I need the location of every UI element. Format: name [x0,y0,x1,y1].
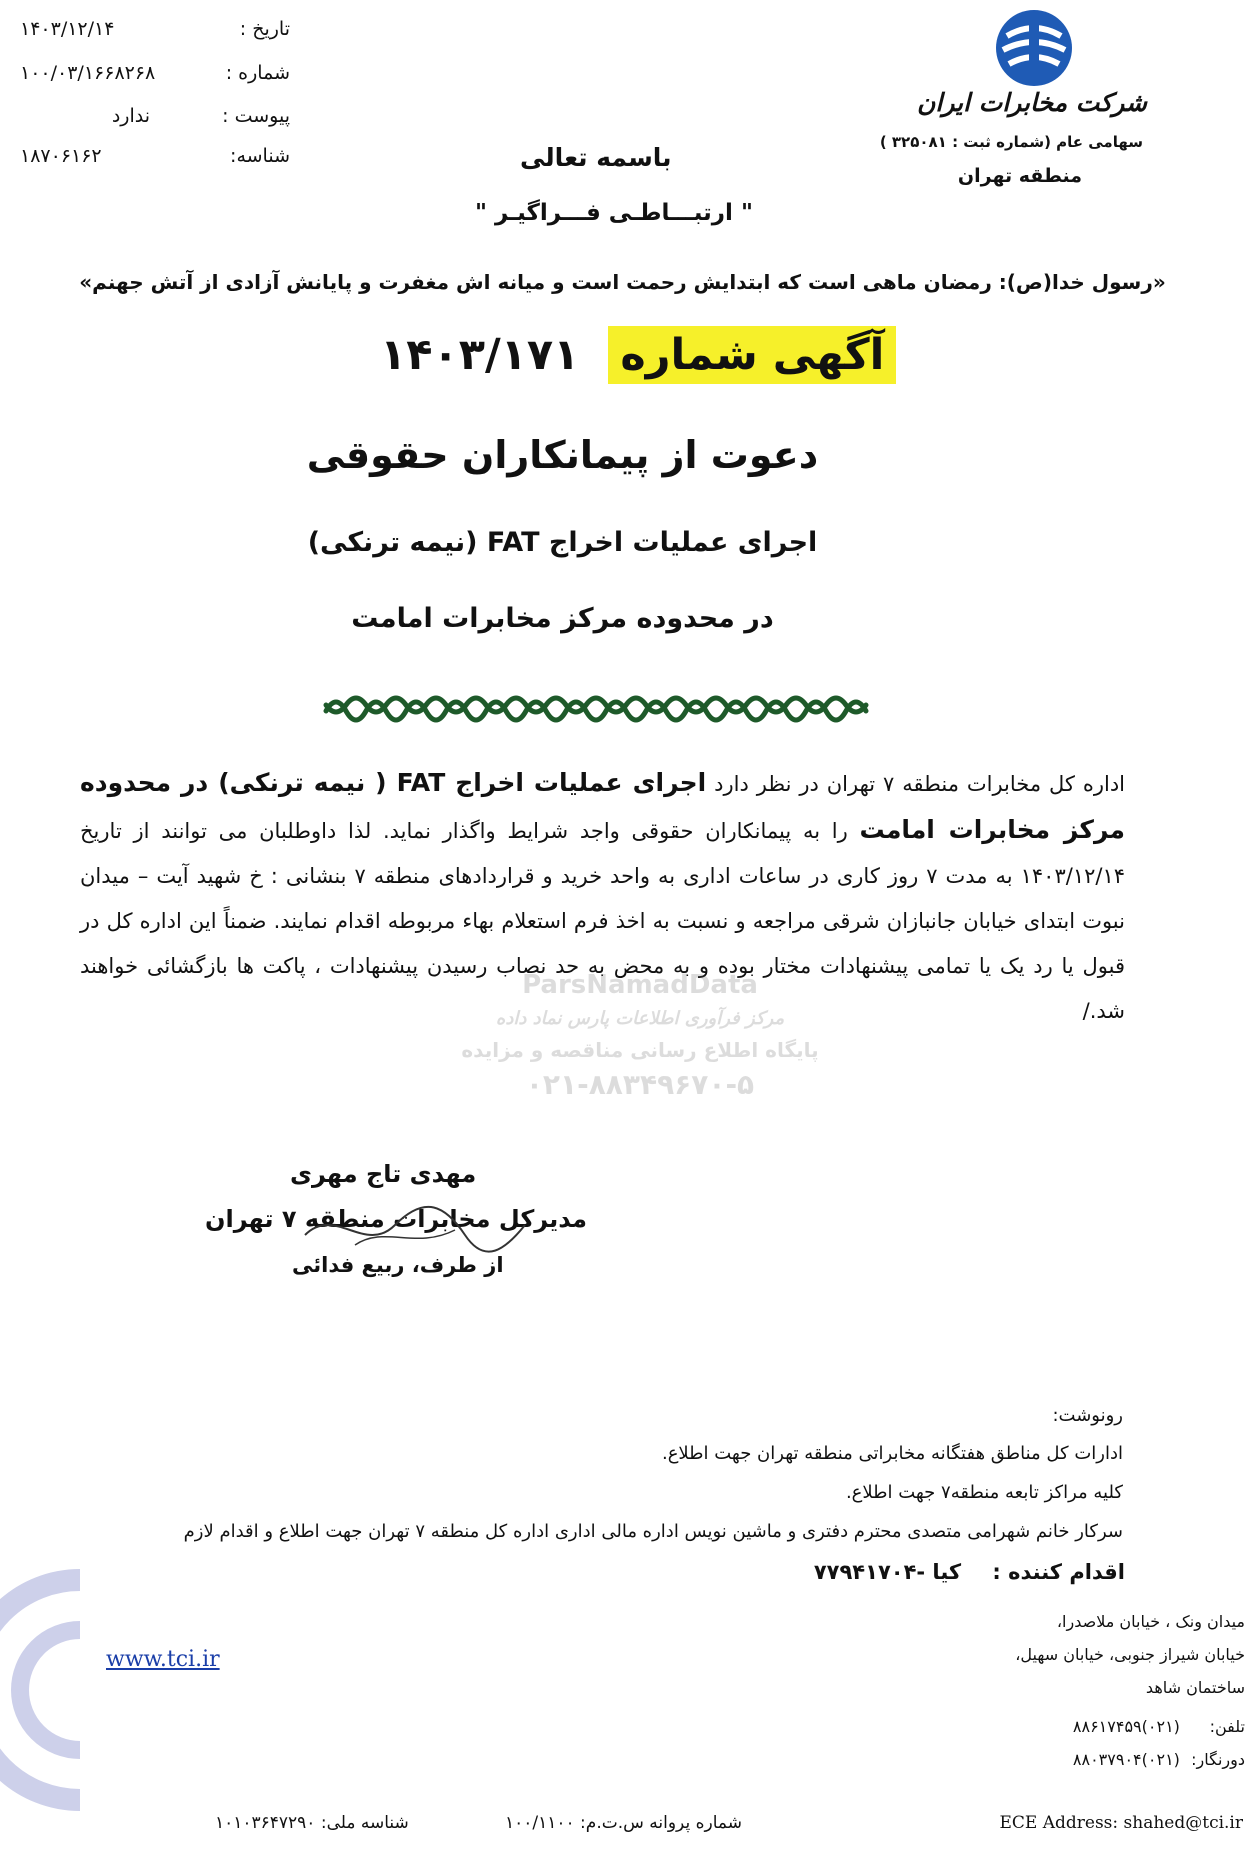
number-row [20,62,290,96]
fax-value: (۰۲۱)۸۸۰۳۷۹۰۴ [1072,1750,1180,1769]
body-part-3: ضمناً این اداره کل در قبول یا رد یک یا تمامی پیشنهادات مختار بوده و به محض به حد نصاب رسیدن پیشنهادات ، پاکت ها بازگشائی خواهند شد./ [80,909,1125,1023]
notice-number: ۱۴۰۳/۱۷۱ [380,330,580,380]
fax-row [1073,1750,1245,1769]
registration-number: سهامی عام (شماره ثبت : ۳۲۵۰۸۱ ) [879,133,1143,151]
ornament-divider-icon [316,685,876,727]
ece-address: ECE Address: shahed@tci.ir [999,1813,1243,1833]
watermark [430,940,850,1110]
invite-heading: دعوت از پیمانکاران حقوقی [306,433,819,477]
action-by [814,1560,1125,1584]
action-label: اقدام کننده : [992,1560,1125,1584]
subject-heading: اجرای عملیات اخراج FAT (نیمه ترنکی) [307,527,818,558]
handwritten-signature-icon [295,1195,535,1265]
number-value: ۱۰۰/۰۳/۱۶۶۸۲۶۸ [20,62,156,84]
date-value: ۱۴۰۳/۱۲/۱۴ [20,18,115,40]
number-label: شماره : [225,62,290,84]
date-row [20,18,290,52]
national-id: شناسه ملی: ۱۰۱۰۳۶۴۷۲۹۰ [215,1813,409,1833]
region-name: منطقه تهران [957,165,1082,187]
cc-line: کلیه مراکز تابعه منطقه۷ جهت اطلاع. [845,1482,1123,1503]
address-line: میدان ونک ، خیابان ملاصدرا، [1056,1612,1245,1631]
date-label: تاریخ : [239,18,290,40]
action-value: کیا -۷۷۹۴۱۷۰۴ [813,1560,962,1584]
address-line: ساختمان شاهد [1145,1678,1245,1697]
body-part-1-bold: اجرای عملیات اخراج FAT ( نیمه ترنکی) در محدوده مرکز مخابرات امامت [80,768,1125,844]
notice-title-highlight: آگهی شماره [608,326,896,384]
cc-heading: رونوشت: [1052,1405,1123,1426]
attachment-label: پیوست : [222,105,290,127]
attachment-value: ندارد [111,105,150,127]
signer-name: مهدی تاج مهری [290,1160,477,1188]
signer-on-behalf: از طرف، ربیع فدائی [292,1253,504,1277]
watermark-phone: ۰۲۱-۸۸۳۴۹۶۷۰-۵ [525,1068,755,1101]
motto: " ارتبـــاطـی فـــراگیـر " [475,200,753,226]
notice-title [380,330,896,400]
hadith-quote: «رسول خدا(ص): رمضان ماهی است که ابتدایش رحمت است و میانه اش مغفرت و پایانش آزادی از آتش جهنم» [79,270,1166,294]
id-label: شناسه: [230,145,290,167]
cc-line: سرکار خانم شهرامی متصدی محترم دفتری و ماشین نویس اداره مالی اداری اداره کل منطقه ۷ تهران جهت اطلاع و اقدام لازم [183,1521,1123,1542]
watermark-brand: ParsNamadData [522,970,758,1000]
fax-label: دورنگار: [1191,1750,1245,1769]
website-link[interactable]: www.tci.ir [106,1647,220,1672]
body-part-2: را به پیمانکاران حقوقی واجد شرایط واگذار نماید. لذا داوطلبان می توانند از تاریخ ۱۴۰۳/۱۲/۱۴ به مدت ۷ روز کاری در ساعات اداری به واحد خرید و قراردادهای منطقه ۷ بنشانی : خ شهید آیت – میدان نبوت ابتدای خیابان جانبازان شرقی مراجعه و نسبت به اخذ فرم استعلام بهاء مربوطه اقدام نمایند. [80,819,1126,933]
basmala: باسمه تعالی [520,143,672,172]
signer-title: مدیرکل مخابرات منطقه ۷ تهران [205,1205,587,1233]
phone-value: (۰۲۱)۸۸۶۱۷۴۵۹ [1072,1717,1180,1736]
watermark-line-1: مرکز فرآوری اطلاعات پارس نماد داده [495,1008,785,1029]
cc-line: ادارات کل مناطق هفتگانه مخابراتی منطقه تهران جهت اطلاع. [661,1443,1123,1464]
decorative-arc-icon [0,1560,90,1820]
company-name: شرکت مخابرات ایران [917,88,1147,117]
id-row [20,145,290,179]
area-heading: در محدوده مرکز مخابرات امامت [351,603,774,634]
id-value: ۱۸۷۰۶۱۶۲ [20,145,102,167]
body-part-1: اداره کل مخابرات منطقه ۷ تهران در نظر دارد [714,772,1126,796]
phone-label: تلفن: [1209,1717,1245,1736]
address-line: خیابان شیراز جنوبی، خیابان سهیل، [1015,1645,1245,1664]
phone-row [1073,1717,1245,1736]
attachment-row [20,105,290,139]
watermark-line-2: پایگاه اطلاع رسانی مناقصه و مزایده [461,1038,819,1062]
license-number: شماره پروانه س.ت.م: ۱۰۰/۱۱۰۰ [505,1813,742,1833]
tci-logo-icon [985,6,1083,90]
